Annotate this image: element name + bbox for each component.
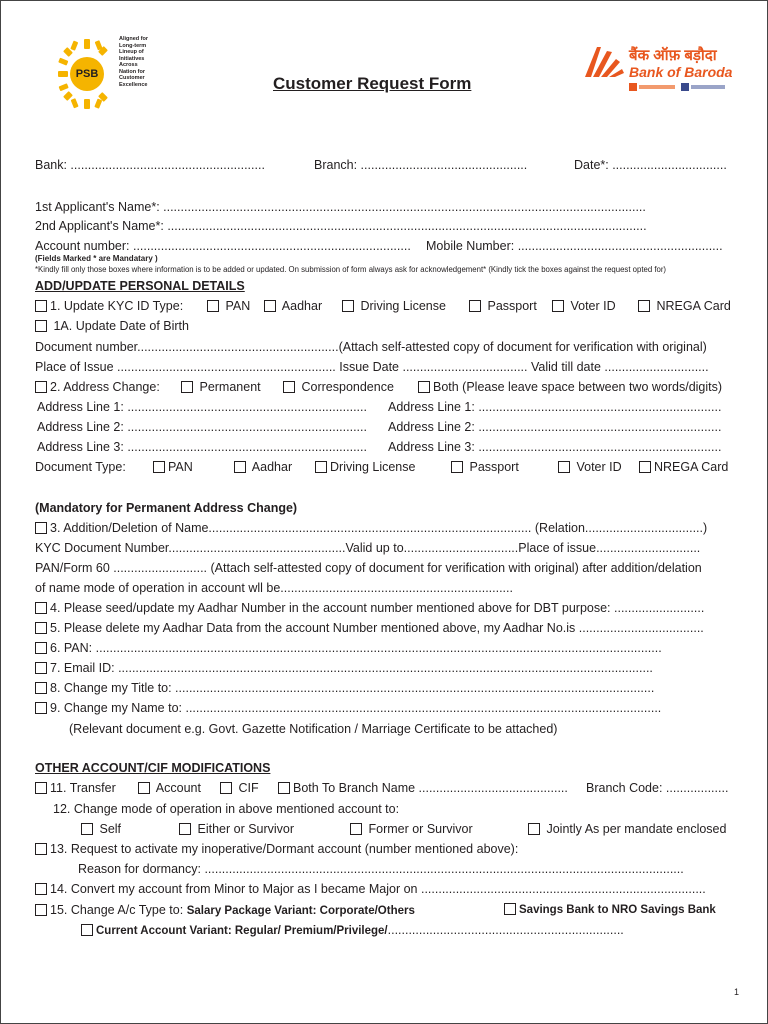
item-7-row: 7. Email ID: .......................................................................................................................................................... (35, 661, 653, 676)
addr-both: Both (Please leave space between two words/digits) (418, 380, 722, 395)
aadhar-checkbox[interactable] (264, 300, 276, 312)
mode-self: Self (81, 822, 121, 837)
item-14-checkbox[interactable] (35, 883, 47, 895)
transfer-cif: CIF (220, 781, 259, 796)
doctype-voter-checkbox[interactable] (558, 461, 570, 473)
doctype-nrega-checkbox[interactable] (639, 461, 651, 473)
item-11-row: 11. Transfer (35, 781, 116, 796)
dob-row: 1A. Update Date of Birth (35, 319, 189, 334)
jointly-checkbox[interactable] (528, 823, 540, 835)
bank-name-hindi: बैंक ऑफ़ बड़ौदा (629, 47, 717, 64)
bob-logo (583, 45, 625, 84)
account-number-field[interactable]: Account number: ................................................................................ (35, 239, 411, 253)
mandatory-permanent-note: (Mandatory for Permanent Address Change) (35, 501, 298, 515)
mode-operation-field[interactable]: of name mode of operation in account wll be................................................................... (35, 581, 513, 595)
item-9-note: (Relevant document e.g. Govt. Gazette Notification / Marriage Certificate to be attached) (69, 722, 558, 736)
transfer-cif-checkbox[interactable] (220, 782, 232, 794)
kyc-passport: Passport (469, 299, 537, 314)
dl-checkbox[interactable] (342, 300, 354, 312)
voter-checkbox[interactable] (552, 300, 564, 312)
former-checkbox[interactable] (350, 823, 362, 835)
mandatory-note: (Fields Marked * are Mandatary ) (35, 254, 158, 263)
kyc-dl: Driving License (342, 299, 446, 314)
transfer-account: Account (138, 781, 201, 796)
psb-badge: PSB (75, 68, 99, 80)
address-line3-left[interactable]: Address Line 3: ..................................................................... (37, 440, 367, 454)
kyc-row: 1. Update KYC ID Type: (35, 299, 183, 314)
mode-either: Either or Survivor (179, 822, 294, 837)
doctype-aadhar: Aadhar (234, 460, 292, 475)
doctype-aadhar-checkbox[interactable] (234, 461, 246, 473)
instruction-note: *Kindly fill only those boxes where information is to be added or updated. On submission of form always ask for acknowledgement* (Kindly tick the boxes against the request opted for) (35, 265, 667, 274)
addr-correspondence: Correspondence (283, 380, 394, 395)
transfer-both-checkbox[interactable] (278, 782, 290, 794)
item-5-row: 5. Please delete my Aadhar Data from the account Number mentioned above, my Aadhar No.is .................................... (35, 621, 704, 636)
address-line2-right[interactable]: Address Line 2: ...................................................................... (388, 420, 722, 434)
address-line1-left[interactable]: Address Line 1: ..................................................................... (37, 400, 367, 414)
bob-strip (629, 83, 727, 91)
both-checkbox[interactable] (418, 381, 430, 393)
transfer-both: Both To Branch Name ........................................... (278, 781, 568, 796)
doctype-label: Document Type: (35, 460, 126, 474)
pan-checkbox[interactable] (207, 300, 219, 312)
item-8-checkbox[interactable] (35, 682, 47, 694)
address-change-row: 2. Address Change: (35, 380, 160, 395)
kyc-nrega: NREGA Card (638, 299, 731, 314)
applicant2-field[interactable]: 2nd Applicant's Name*: .......................................................................................................................................... (35, 219, 647, 233)
kyc-pan: PAN (207, 299, 250, 314)
item-4-row: 4. Please seed/update my Aadhar Number in the account number mentioned above for DBT purpose: .......................... (35, 601, 704, 616)
nro-option: Savings Bank to NRO Savings Bank (504, 903, 716, 918)
item-14-row: 14. Convert my account from Minor to Major as I became Major on .................................................................................. (35, 882, 706, 897)
bank-field[interactable]: Bank: ........................................................ (35, 158, 265, 172)
item-9-checkbox[interactable] (35, 702, 47, 714)
kyc-voter: Voter ID (552, 299, 616, 314)
psb-logo (56, 37, 118, 113)
item-3-row: 3. Addition/Deletion of Name............................................................................................. (Relation..................................) (35, 521, 707, 536)
psb-tagline: Aligned for Long-term Lineup of Initiatives Across Nation for Customer Excellence (119, 36, 149, 88)
item-15-row: 15. Change A/c Type to: Salary Package Variant: Corporate/Others (35, 903, 415, 919)
current-account-row: Current Account Variant: Regular/ Premium/Privilege/.................................................................... (81, 923, 624, 939)
branch-code-field[interactable]: Branch Code: .................. (586, 781, 729, 795)
item-6-row: 6. PAN: ................................................................................................................................................................... (35, 641, 662, 656)
kyc-aadhar: Aadhar (264, 299, 322, 314)
pan-form60-field[interactable]: PAN/Form 60 ........................... (Attach self-attested copy of document for verification with original) after addition/delation (35, 561, 702, 575)
nro-checkbox[interactable] (504, 903, 516, 915)
passport-checkbox[interactable] (469, 300, 481, 312)
item-6-checkbox[interactable] (35, 642, 47, 654)
mode-former: Former or Survivor (350, 822, 473, 837)
document-number-field[interactable]: Document number..........................................................(Attach self-attested copy of document for verification with original) (35, 340, 707, 354)
page-number: 1 (734, 987, 740, 997)
other-heading: OTHER ACCOUNT/CIF MODIFICATIONS (35, 761, 271, 775)
transfer-account-checkbox[interactable] (138, 782, 150, 794)
correspondence-checkbox[interactable] (283, 381, 295, 393)
doctype-pan: PAN (153, 460, 193, 475)
date-field[interactable]: Date*: ................................. (574, 158, 727, 172)
doctype-pan-checkbox[interactable] (153, 461, 165, 473)
nrega-checkbox[interactable] (638, 300, 650, 312)
item-11-checkbox[interactable] (35, 782, 47, 794)
dormancy-reason-field[interactable]: Reason for dormancy: .......................................................................................................................................... (78, 862, 684, 876)
either-checkbox[interactable] (179, 823, 191, 835)
item-7-checkbox[interactable] (35, 662, 47, 674)
item-8-row: 8. Change my Title to: .......................................................................................................................................... (35, 681, 654, 696)
item-3-checkbox[interactable] (35, 522, 47, 534)
item-12-label: 12. Change mode of operation in above mentioned account to: (53, 802, 400, 816)
mode-jointly: Jointly As per mandate enclosed (528, 822, 726, 837)
address-change-checkbox[interactable] (35, 381, 47, 393)
personal-heading: ADD/UPDATE PERSONAL DETAILS (35, 279, 245, 293)
kyc-checkbox[interactable] (35, 300, 47, 312)
kyc-doc-number-field[interactable]: KYC Document Number...................................................Valid up to.................................Place of issue.............................. (35, 541, 701, 555)
item-4-checkbox[interactable] (35, 602, 47, 614)
mobile-number-field[interactable]: Mobile Number: ........................................................... (426, 239, 723, 253)
address-line1-right[interactable]: Address Line 1: ...................................................................... (388, 400, 722, 414)
doctype-voter: Voter ID (558, 460, 622, 475)
item-9-row: 9. Change my Name to: ......................................................................................................................................... (35, 701, 661, 716)
item-15-checkbox[interactable] (35, 904, 47, 916)
doctype-passport: Passport (451, 460, 519, 475)
place-issue-field[interactable]: Place of Issue ............................................................... Issue Date .................................... Valid till date .............................. (35, 360, 709, 374)
doctype-dl: Driving License (315, 460, 415, 475)
branch-field[interactable]: Branch: ................................................ (314, 158, 528, 172)
applicant1-field[interactable]: 1st Applicant's Name*: ........................................................................................................................................... (35, 200, 646, 214)
doctype-passport-checkbox[interactable] (451, 461, 463, 473)
address-line3-right[interactable]: Address Line 3: ...................................................................... (388, 440, 722, 454)
page-title: Customer Request Form (273, 74, 472, 93)
address-line2-left[interactable]: Address Line 2: ..................................................................... (37, 420, 367, 434)
addr-permanent: Permanent (181, 380, 261, 395)
item-5-checkbox[interactable] (35, 622, 47, 634)
bob-sunrays-icon (583, 45, 625, 79)
current-account-checkbox[interactable] (81, 924, 93, 936)
dob-checkbox[interactable] (35, 320, 47, 332)
item-13-row: 13. Request to activate my inoperative/Dormant account (number mentioned above): (35, 842, 518, 857)
item-13-checkbox[interactable] (35, 843, 47, 855)
self-checkbox[interactable] (81, 823, 93, 835)
doctype-dl-checkbox[interactable] (315, 461, 327, 473)
bank-name: Bank of Baroda (629, 64, 733, 80)
permanent-checkbox[interactable] (181, 381, 193, 393)
doctype-nrega: NREGA Card (639, 460, 728, 475)
